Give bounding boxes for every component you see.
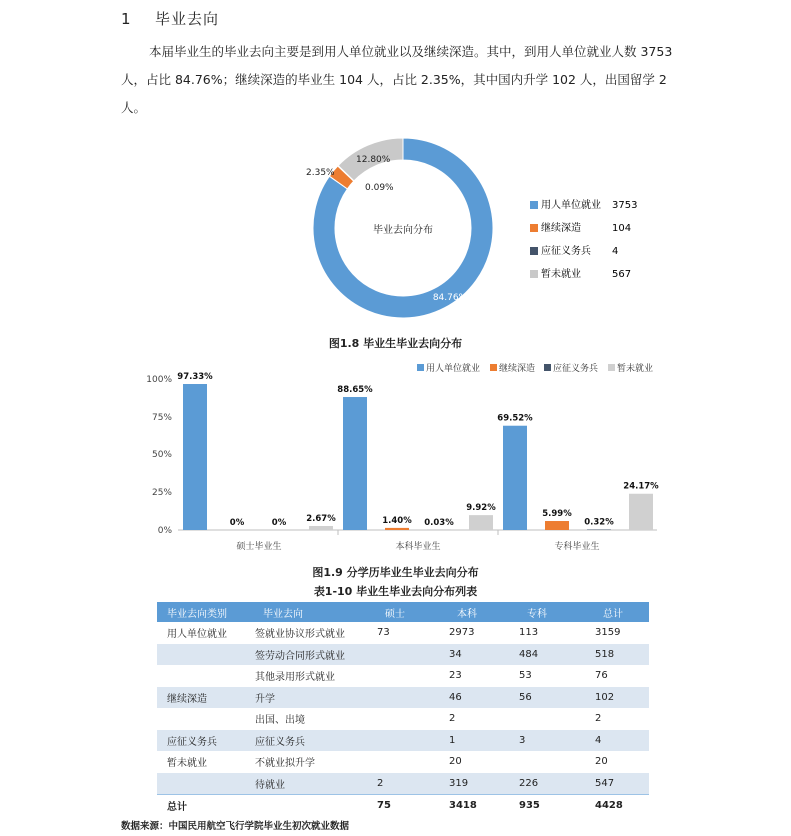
table-cell bbox=[517, 751, 593, 773]
data-source-note: 数据来源：中国民用航空飞行学院毕业生初次就业数据 bbox=[121, 821, 350, 832]
bar-legend bbox=[417, 362, 653, 374]
table-cell: 319 bbox=[447, 773, 517, 795]
column-header: 毕业去向 bbox=[253, 602, 375, 622]
table-cell: 2 bbox=[449, 713, 456, 725]
legend-label: 应征义务兵 bbox=[553, 364, 599, 374]
bar-value-label: 9.92% bbox=[466, 503, 496, 514]
table-cell: 2973 bbox=[449, 627, 475, 639]
table-row bbox=[157, 687, 649, 709]
table-cell: 用人单位就业 bbox=[167, 629, 227, 641]
legend-swatch bbox=[530, 224, 538, 232]
table-cell: 75 bbox=[375, 795, 447, 817]
table-cell: 升学 bbox=[253, 687, 375, 709]
table-cell: 518 bbox=[593, 644, 649, 666]
table-cell: 53 bbox=[519, 670, 532, 682]
table-row bbox=[157, 665, 649, 687]
table-cell: 56 bbox=[517, 687, 593, 709]
table-cell bbox=[375, 687, 447, 709]
table-cell bbox=[157, 773, 253, 795]
table-cell: 应征义务兵 bbox=[253, 730, 375, 752]
bar-value-label: 97.33% bbox=[177, 372, 213, 383]
bar-value-label: 0.03% bbox=[424, 517, 454, 528]
legend-swatch bbox=[490, 364, 497, 371]
table-cell bbox=[253, 795, 375, 817]
legend-label: 用人单位就业 bbox=[426, 364, 481, 374]
table-cell: 2 bbox=[375, 773, 447, 795]
y-tick-label: 100% bbox=[146, 375, 172, 385]
bar-employed bbox=[183, 384, 207, 530]
legend-swatch bbox=[417, 364, 424, 371]
bar-value-label: 2.67% bbox=[306, 513, 336, 524]
table-cell: 113 bbox=[519, 627, 539, 639]
x-category-label: 硕士毕业生 bbox=[236, 542, 282, 552]
table-row bbox=[157, 773, 649, 795]
table-cell: 20 bbox=[449, 756, 462, 768]
bar-value-label: 0% bbox=[229, 518, 245, 528]
table-total-row bbox=[157, 795, 649, 817]
table-cell bbox=[375, 665, 447, 687]
legend-label: 继续深造 bbox=[541, 223, 581, 234]
table-cell: 935 bbox=[517, 795, 593, 817]
column-header: 专科 bbox=[517, 602, 593, 622]
bar-value-label: 1.40% bbox=[382, 515, 412, 526]
table-cell bbox=[375, 751, 447, 773]
table-row bbox=[157, 751, 649, 773]
table-cell: 4428 bbox=[593, 795, 649, 817]
table-cell: 484 bbox=[517, 644, 593, 666]
bar-value-label: 24.17% bbox=[623, 481, 659, 492]
figure-caption-1-8: 图1.8 毕业生毕业去向分布 bbox=[328, 337, 463, 350]
body-paragraph: 本届毕业生的毕业去向主要是到用人单位就业以及继续深造。其中，到用人单位就业人数 3753 人，占比 84.76%；继续深造的毕业生 104 人，占比 2.35%，其中国内升学 102 人，出国留学 2 人。 bbox=[121, 44, 673, 115]
slice-label-further-study: 2.35% bbox=[306, 168, 335, 178]
legend-label: 暂未就业 bbox=[617, 364, 654, 374]
table-cell bbox=[157, 644, 253, 666]
table-cell: 签劳动合同形式就业 bbox=[253, 644, 375, 666]
bar-unemployed bbox=[469, 515, 493, 530]
table-cell: 23 bbox=[449, 670, 462, 682]
table-caption: 表1-10 毕业生毕业去向分布列表 bbox=[313, 585, 478, 598]
table-row bbox=[157, 708, 649, 730]
table-cell: 签就业协议形式就业 bbox=[255, 629, 345, 641]
bar-unemployed bbox=[309, 526, 333, 530]
table-cell: 226 bbox=[517, 773, 593, 795]
legend-value: 567 bbox=[612, 269, 632, 280]
legend-label: 暂未就业 bbox=[541, 269, 581, 280]
bar-employed bbox=[343, 397, 367, 530]
slice-label-military: 0.09% bbox=[365, 183, 394, 193]
table-cell bbox=[375, 644, 447, 666]
table-row bbox=[157, 644, 649, 666]
x-category-label: 专科毕业生 bbox=[554, 542, 600, 552]
table-cell bbox=[157, 665, 253, 687]
y-tick-label: 0% bbox=[157, 526, 172, 536]
table-cell: 总计 bbox=[157, 795, 253, 817]
section-number: 1 bbox=[121, 10, 132, 28]
table-cell: 待就业 bbox=[253, 773, 375, 795]
table-cell: 20 bbox=[595, 756, 608, 768]
table-cell: 暂未就业 bbox=[167, 758, 207, 770]
figure-caption-1-9: 图1.9 分学历毕业生毕业去向分布 bbox=[312, 566, 479, 579]
y-tick-label: 50% bbox=[151, 450, 172, 460]
table-row bbox=[157, 730, 649, 752]
column-header: 硕士 bbox=[375, 602, 447, 622]
bar-further-study bbox=[385, 528, 409, 530]
table-cell: 547 bbox=[593, 773, 649, 795]
table-cell bbox=[157, 708, 253, 730]
bar-value-label: 69.52% bbox=[497, 413, 533, 424]
bar-value-label: 0% bbox=[271, 518, 287, 528]
table-cell: 2 bbox=[595, 713, 602, 725]
table-cell: 34 bbox=[447, 644, 517, 666]
y-tick-label: 75% bbox=[151, 413, 172, 423]
table-cell: 3418 bbox=[447, 795, 517, 817]
legend-label: 继续深造 bbox=[499, 364, 536, 374]
table-cell: 46 bbox=[447, 687, 517, 709]
bar-value-label: 0.32% bbox=[584, 517, 614, 528]
legend-swatch bbox=[544, 364, 551, 371]
column-header: 本科 bbox=[447, 602, 517, 622]
legend-label: 应征义务兵 bbox=[541, 246, 591, 257]
distribution-table bbox=[157, 602, 649, 817]
donut-chart bbox=[290, 128, 690, 328]
legend-label: 用人单位就业 bbox=[541, 200, 601, 211]
donut-center-title: 毕业去向分布 bbox=[373, 225, 433, 236]
bar-value-label: 5.99% bbox=[542, 509, 572, 520]
table-cell: 3 bbox=[517, 730, 593, 752]
bar-value-label: 88.65% bbox=[337, 385, 373, 396]
table-cell: 102 bbox=[593, 687, 649, 709]
table-cell: 76 bbox=[595, 670, 608, 682]
table-row bbox=[157, 622, 649, 644]
legend-value: 3753 bbox=[612, 200, 638, 211]
table-cell bbox=[517, 708, 593, 730]
y-tick-label: 25% bbox=[151, 488, 172, 498]
table-cell bbox=[375, 708, 447, 730]
table-header-row bbox=[157, 602, 649, 622]
table-cell: 不就业拟升学 bbox=[255, 758, 315, 770]
table-cell bbox=[375, 730, 447, 752]
section-heading bbox=[121, 8, 219, 29]
bar-unemployed bbox=[629, 494, 653, 530]
legend-value: 4 bbox=[612, 246, 619, 257]
legend-swatch bbox=[530, 247, 538, 255]
slice-label-employed: 84.76% bbox=[432, 293, 468, 303]
legend-swatch bbox=[608, 364, 615, 371]
legend-swatch bbox=[530, 270, 538, 278]
table-cell: 其他录用形式就业 bbox=[255, 672, 335, 684]
legend-swatch bbox=[530, 201, 538, 209]
table-cell: 继续深造 bbox=[157, 687, 253, 709]
column-header: 毕业去向类别 bbox=[157, 602, 253, 622]
table-cell: 73 bbox=[377, 627, 390, 639]
legend-value: 104 bbox=[612, 223, 632, 234]
section-title: 毕业去向 bbox=[155, 10, 220, 28]
table-cell: 4 bbox=[593, 730, 649, 752]
slice-label-unemployed: 12.80% bbox=[356, 155, 391, 165]
x-category-label: 本科毕业生 bbox=[395, 542, 441, 552]
bar-employed bbox=[503, 426, 527, 530]
bar-chart bbox=[140, 356, 670, 560]
table-cell: 3159 bbox=[595, 627, 621, 639]
table-cell: 出国、出境 bbox=[255, 715, 305, 727]
donut-legend bbox=[530, 198, 637, 280]
column-header: 总计 bbox=[593, 602, 649, 622]
table-cell: 应征义务兵 bbox=[157, 730, 253, 752]
table-cell: 1 bbox=[447, 730, 517, 752]
bar-further-study bbox=[545, 521, 569, 530]
